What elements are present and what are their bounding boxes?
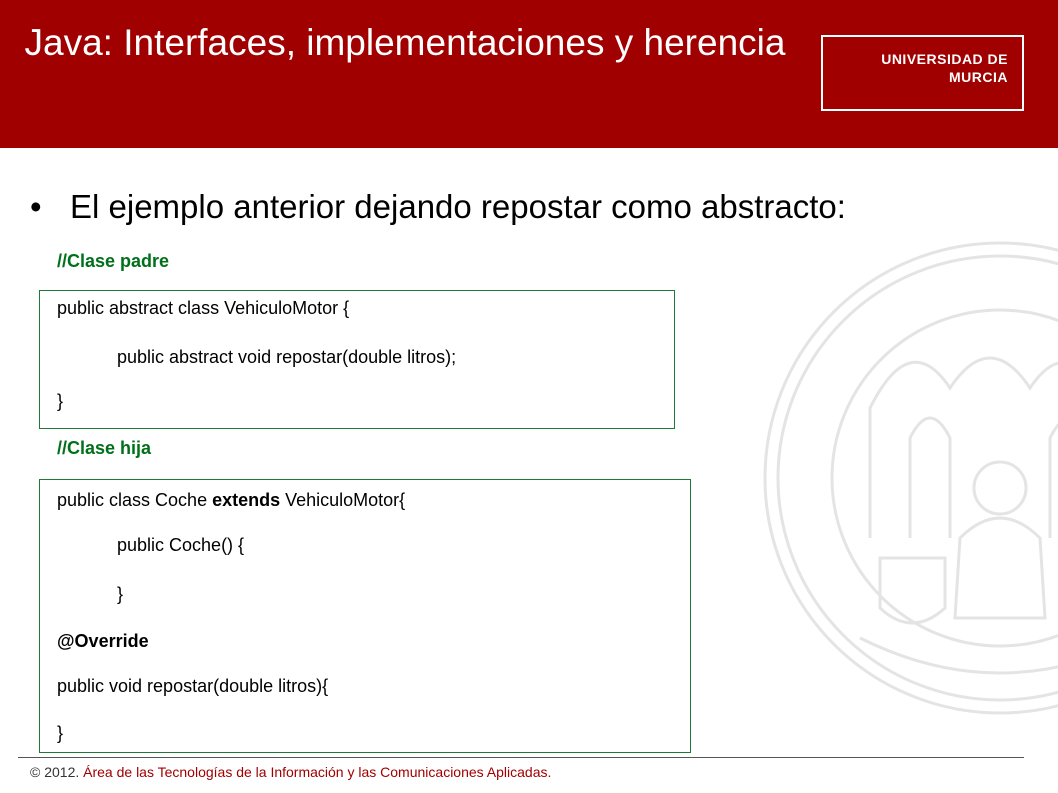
code-line: public void repostar(double litros){ (57, 676, 329, 696)
code-line: public Coche() { (117, 535, 245, 555)
bullet-point (30, 188, 846, 226)
code-line: } (57, 391, 64, 411)
header-banner (0, 0, 1058, 148)
university-seal-watermark (760, 238, 1058, 718)
comment-child-class: //Clase hija (57, 438, 152, 458)
child-code-box (39, 479, 691, 753)
code-text: public class Coche (57, 490, 213, 510)
code-line (57, 490, 405, 511)
override-annotation: @Override (57, 631, 149, 651)
logo-line-2: MURCIA (949, 69, 1008, 85)
code-line: } (117, 584, 124, 604)
code-line: public abstract class VehiculoMotor { (57, 298, 350, 318)
footer-text (30, 764, 551, 780)
keyword-extends: extends (212, 490, 281, 510)
footer-divider (18, 757, 1024, 758)
code-text: VehiculoMotor{ (280, 490, 406, 510)
code-line: public abstract void repostar(double litros); (117, 347, 457, 367)
code-line: } (57, 723, 64, 743)
logo-line-1: UNIVERSIDAD DE (881, 51, 1008, 67)
comment-parent-class: //Clase padre (57, 251, 170, 271)
university-logo (821, 35, 1024, 111)
bullet-dot-icon: • (30, 188, 42, 225)
slide-title: Java: Interfaces, implementaciones y herencia (24, 22, 786, 63)
footer-department: Área de las Tecnologías de la Información y las Comunicaciones Aplicadas. (83, 764, 552, 780)
bullet-text: El ejemplo anterior dejando repostar como abstracto: (70, 188, 846, 225)
footer-year: © 2012. (30, 764, 80, 780)
